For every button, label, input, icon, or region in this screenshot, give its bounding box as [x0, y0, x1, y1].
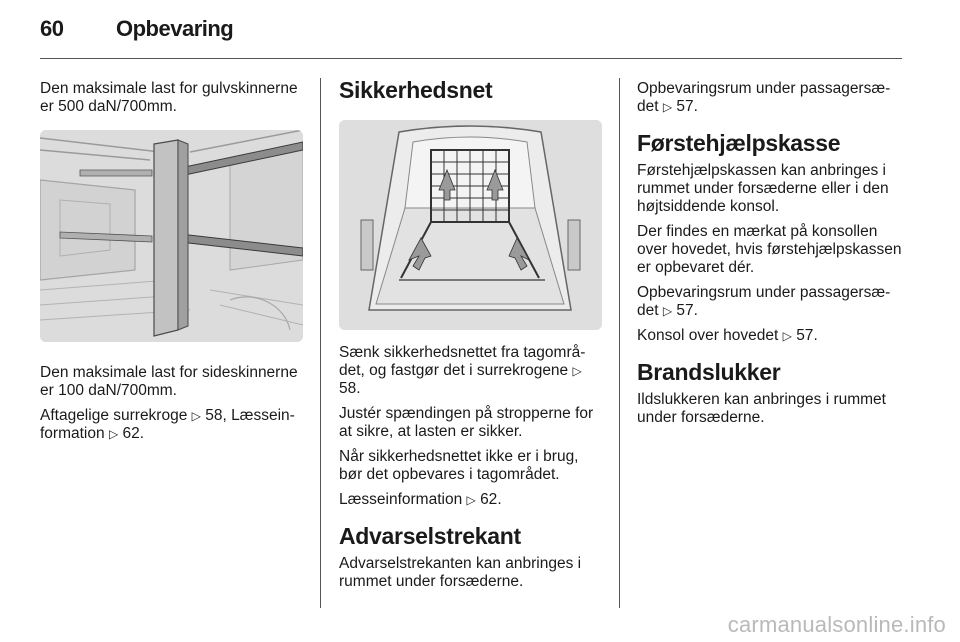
- text: , Læsseinformation: [40, 407, 295, 442]
- column-divider-2: [619, 78, 620, 608]
- heading-warning-triangle: Advarselstrekant: [339, 523, 521, 549]
- paragraph-side-rails: Den maksimale last for sideskinnerne er 100 daN/700mm.: [40, 364, 298, 399]
- safety-net-drawing: [339, 120, 602, 330]
- paragraph-warning-triangle: Advarselstrekanten kan anbringes i rummet under forsæderne.: [339, 555, 582, 590]
- reference-arrow-icon: ▷: [108, 427, 119, 441]
- page-ref-link[interactable]: 62: [122, 425, 140, 442]
- paragraph-fire-extinguisher: Ildslukkeren kan anbringes i rummet under forsæderne.: [637, 391, 886, 426]
- paragraph-lashing-hooks: Aftagelige surrekroge ▷ 58, Læsseinformation ▷ 62.: [40, 407, 295, 442]
- paragraph-store-net: Når sikkerhedsnettet ikke er i brug, bør det opbevares i tagområdet.: [339, 448, 579, 483]
- paragraph-floor-rails: Den maksimale last for gulvskinnerne er 500 daN/700mm.: [40, 80, 298, 115]
- page-number: 60: [40, 16, 64, 41]
- text: Konsol over hovedet: [637, 327, 779, 344]
- paragraph-first-aid-label: Der findes en mærkat på konsollen over hovedet, hvis førstehjælpskassen er opbevaret dér.: [637, 223, 902, 276]
- heading-first-aid-kit: Førstehjælpskasse: [637, 130, 841, 156]
- paragraph-lower-net: Sænk sikkerhedsnettet fra tagområdet, og fastgør det i surrekrogene ▷ 58.: [339, 344, 586, 397]
- text: Aftagelige surrekroge: [40, 407, 188, 424]
- page-ref-link[interactable]: 62: [480, 491, 498, 508]
- watermark: carmanualsonline.info: [727, 612, 946, 637]
- cargo-rails-drawing: [40, 130, 303, 342]
- page-ref-link[interactable]: 57: [676, 302, 694, 319]
- page-ref-link[interactable]: 57: [796, 327, 814, 344]
- paragraph-overhead-console: Konsol over hovedet ▷ 57.: [637, 327, 818, 344]
- page-ref-link[interactable]: 58: [339, 380, 357, 397]
- paragraph-storage-under-seat: Opbevaringsrum under passagersædet ▷ 57.: [637, 80, 891, 115]
- text: Læsseinformation: [339, 491, 463, 508]
- column-divider-1: [320, 78, 321, 608]
- heading-safety-net: Sikkerhedsnet: [339, 77, 493, 103]
- paragraph-loading-info: Læsseinformation ▷ 62.: [339, 491, 502, 508]
- page-ref-link[interactable]: 58: [205, 407, 223, 424]
- reference-arrow-icon: ▷: [191, 409, 201, 423]
- paragraph-first-aid-location: Førstehjælpskassen kan anbringes i rummet under forsæderne eller i den højtsiddende konsol.: [637, 162, 889, 215]
- column-1: [40, 80, 306, 450]
- illustration-side-rails: [40, 130, 303, 342]
- illustration-safety-net: [339, 120, 602, 330]
- paragraph-storage-under-seat-2: Opbevaringsrum under passagersædet ▷ 57.: [637, 284, 891, 319]
- paragraph-adjust-tension: Justér spændingen på stropperne for at sikre, at lasten er sikker.: [339, 405, 594, 440]
- reference-arrow-icon: ▷: [466, 493, 476, 507]
- header-rule: [40, 58, 902, 59]
- page-ref-link[interactable]: 57: [676, 98, 694, 115]
- text: Opbevaringsrum under passagersædet: [637, 80, 891, 115]
- reference-arrow-icon: ▷: [662, 304, 673, 318]
- reference-arrow-icon: ▷: [662, 100, 673, 114]
- column-3: [637, 80, 903, 434]
- page-title: Opbevaring: [116, 16, 234, 41]
- text: Sænk sikkerhedsnettet fra tagområdet, og fastgør det i surrekrogene: [339, 344, 586, 379]
- reference-arrow-icon: ▷: [782, 329, 792, 343]
- reference-arrow-icon: ▷: [572, 364, 582, 378]
- heading-fire-extinguisher: Brandslukker: [637, 359, 781, 385]
- column-2: [339, 76, 605, 598]
- text: Opbevaringsrum under passagersædet: [637, 284, 891, 319]
